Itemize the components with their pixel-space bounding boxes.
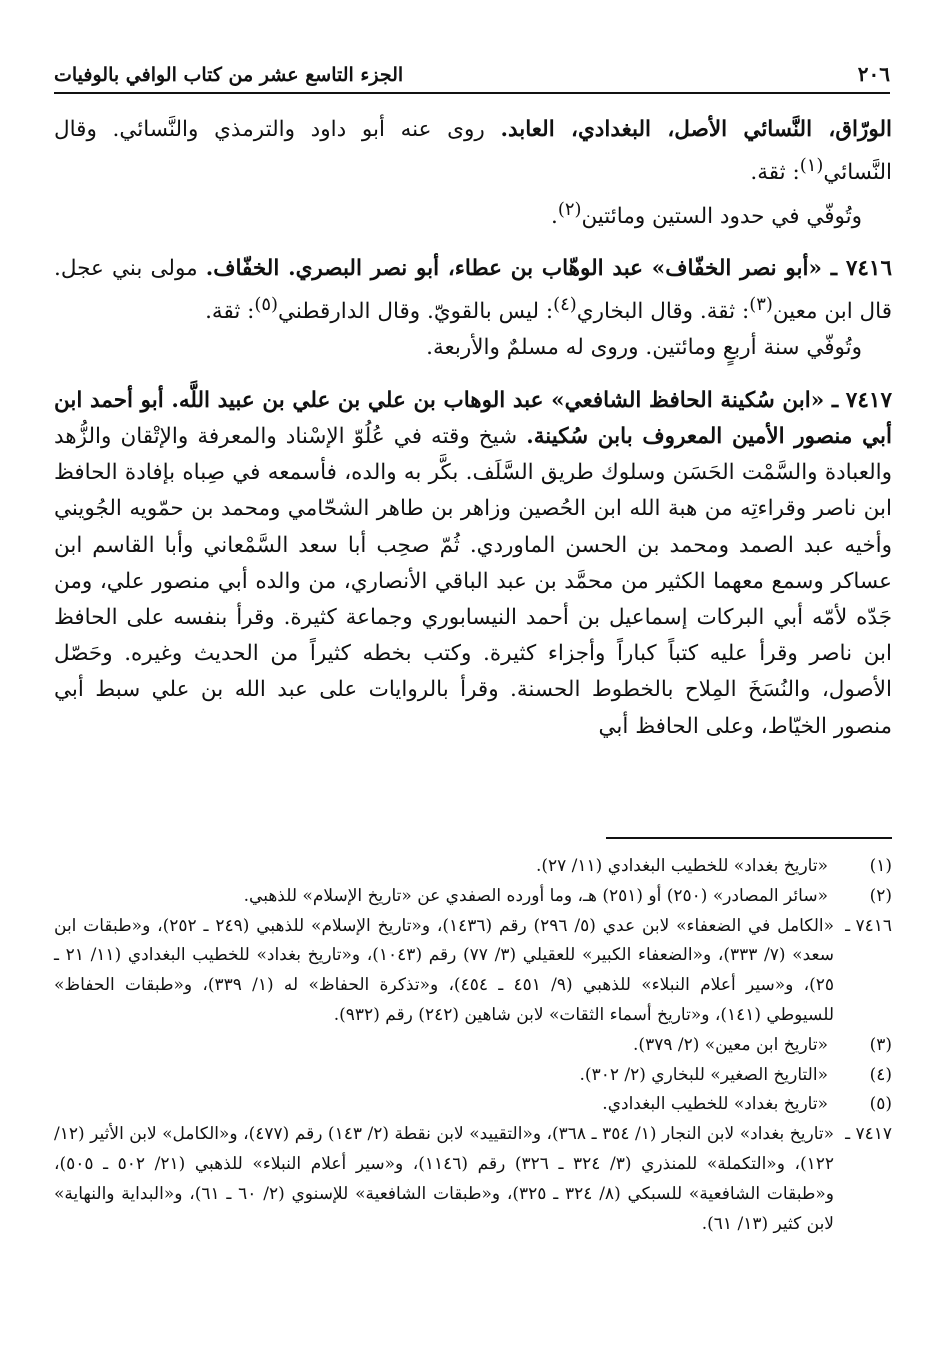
- page-number: ٢٠٦: [857, 62, 890, 86]
- footnote-ref: (٤): [553, 294, 577, 316]
- entry-heading: «أبو نصر الخفّاف» عبد الوهّاب بن عطاء، أبو نصر البصري. الخفّاف.: [205, 255, 831, 281]
- main-text: [54, 112, 892, 745]
- footnote-ref: (١): [799, 155, 824, 177]
- footnote-label: (٣): [869, 1034, 892, 1055]
- paragraph-text: : ثقة.: [205, 299, 255, 325]
- paragraph-text: .: [550, 203, 558, 229]
- entry-heading: «ابن سُكينة الحافظ الشافعي» عبد الوهاب بن علي بن علي بن عبيد اللَّه. أبو أحمد ابن أبي منصور الأمين المعروف بابن سُكينة.: [54, 387, 892, 449]
- footnote: [54, 882, 892, 912]
- death-statement: [54, 192, 892, 235]
- footnote: [54, 1061, 892, 1091]
- footnote-label: ٧٤١٦ ـ: [845, 915, 892, 936]
- paragraph-text: وتُوفّي في حدود الستين ومائتين: [581, 203, 862, 229]
- footnote-label: (٥): [869, 1094, 892, 1115]
- paragraph-text: روى عنه أبو داود والترمذي والنَّسائي. وقال النَّسائي: [54, 117, 892, 186]
- footnote-label: (١): [869, 856, 892, 876]
- running-header: [54, 58, 890, 94]
- bold-names: الورّاق، النَّسائي الأصل، البغدادي، العابد.: [500, 117, 893, 142]
- footnote: [54, 1120, 892, 1239]
- running-title: الجزء التاسع عشر من كتاب الوافي بالوفيات: [54, 64, 404, 86]
- footnote-ref: (٥): [254, 294, 279, 316]
- entry-number: ٧٤١٧ ـ: [831, 387, 892, 413]
- paragraph-text: : ثقة.: [750, 160, 800, 186]
- paragraph-text: شيخ وقته في عُلُوّ الإسْناد والمعرفة والإتْقان والزُّهد والعبادة والسَّمْت الحَسَن وسلوك طريق السَّلَف. بكَّر به والده، فأسمعه في صِباه بإفادة الحافظ ابن ناصر وقراءتِه من هبة الله ابن الحُصين وزاهر بن طاهر الشحّامي ومحمد بن حمّويه الجُويني وأخيه عبد الصمد ومحمد بن الحسن الماوردي. ثُمّ صحِب أبا سعد السَّمْعاني وأبا القاسم ابن عساكر وسمع معهما الكثير من محمَّد بن عبد الباقي الأنصاري، من والده أبي منصور علي، ومن جَدّه لأمّه أبي البركات إسماعيل بن أحمد النيسابوري وجماعة كثيرة. وقرأ بنفسه على الحافظ ابن ناصر وقرأ عليه كتباً كباراً وأجزاء كثيرة. وكتب بخطه كثيراً من الحديث وغيره. وحَصّل الأصول، والنُسَخَ المِلاح بالخطوط الحسنة. وقرأ بالروايات على عبد الله بن علي سبط أبي منصور الخيّاط، وعلى الحافظ أبي: [54, 423, 892, 739]
- death-statement: وتُوفّي سنة أربعٍ ومائتين. وروى له مسلمٌ والأربعة.: [426, 335, 862, 361]
- footnote-text: «تاريخ بغداد» للخطيب البغدادي.: [602, 1094, 828, 1115]
- paragraph-continuation: [54, 112, 892, 192]
- footnote-text: «تاريخ ابن معين» (٢/ ٣٧٩).: [633, 1034, 828, 1055]
- footnotes: [54, 852, 892, 1239]
- entry-7416: [54, 251, 892, 331]
- footnote-text: «سائر المصادر» (٢٥٠) أو (٢٥١) هـ، وما أورده الصفدي عن «تاريخ الإسلام» للذهبي.: [243, 885, 828, 906]
- footnote-text: «تاريخ بغداد» لابن النجار (١/ ٣٥٤ ـ ٣٦٨)، و«التقييد» لابن نقطة (٢/ ١٤٣) رقم (٤٧٧)، و«الكامل» لابن الأثير (١٢/ ١٢٢)، و«التكملة» للمنذري (٣/ ٣٢٤ ـ ٣٢٦) رقم (١١٤٦)، و«سير أعلام النبلاء» للذهبي (٢١/ ٥٠٢ ـ ٥٠٥)، و«طبقات الشافعية» للسبكي (٨/ ٣٢٤ ـ ٣٢٥)، و«طبقات الشافعية» للإسنوي (٢/ ٦٠ ـ ٦١)، و«البداية والنهاية» لابن كثير (١٣/ ٦١).: [54, 1124, 835, 1234]
- footnote-ref: (٣): [749, 294, 773, 316]
- footnote-label: ٧٤١٧ ـ: [845, 1124, 892, 1145]
- paragraph-text: : ثقة. وقال البخاري: [576, 299, 750, 325]
- entry-number: ٧٤١٦ ـ: [830, 255, 893, 281]
- footnote-text: «تاريخ بغداد» للخطيب البغدادي (١١/ ٢٧).: [535, 856, 828, 876]
- footnote-label: (٢): [869, 885, 892, 906]
- footnote-ref: (٢): [557, 198, 582, 220]
- footnote: [54, 1090, 892, 1120]
- footnote-text: «الكامل في الضعفاء» لابن عدي (٥/ ٢٩٦) رقم (١٤٣٦)، و«تاريخ الإسلام» للذهبي (٢٤٩ ـ ٢٥٢)، و«طبقات ابن سعد» (٧/ ٣٣٣)، و«الضعفاء الكبير» للعقيلي (٣/ ٧٧) رقم (١٠٤٣)، و«تاريخ بغداد» للخطيب البغدادي (١١/ ٢١ ـ ٢٥)، و«سير أعلام النبلاء» للذهبي (٩/ ٤٥١ ـ ٤٥٤)، و«تذكرة الحفاظ» له (١/ ٣٣٩)، و«طبقات الحفاظ» للسيوطي (١٤١)، و«تاريخ أسماء الثقات» لابن شاهين (٢٤٢) رقم (٩٣٢).: [54, 915, 834, 1025]
- entry-7417: [54, 383, 892, 745]
- footnote-text: «التاريخ الصغير» للبخاري (٢/ ٣٠٢).: [579, 1064, 828, 1085]
- footnote: [54, 852, 892, 882]
- footnote-label: (٤): [869, 1064, 892, 1085]
- footnote: [54, 912, 892, 1031]
- paragraph-text: : ليس بالقويّ. وقال الدارقطني: [278, 299, 554, 325]
- footnote-divider: [606, 837, 892, 839]
- paragraph-text: مولى بني عجل. قال ابن معين: [54, 255, 892, 325]
- footnote: [54, 1031, 892, 1061]
